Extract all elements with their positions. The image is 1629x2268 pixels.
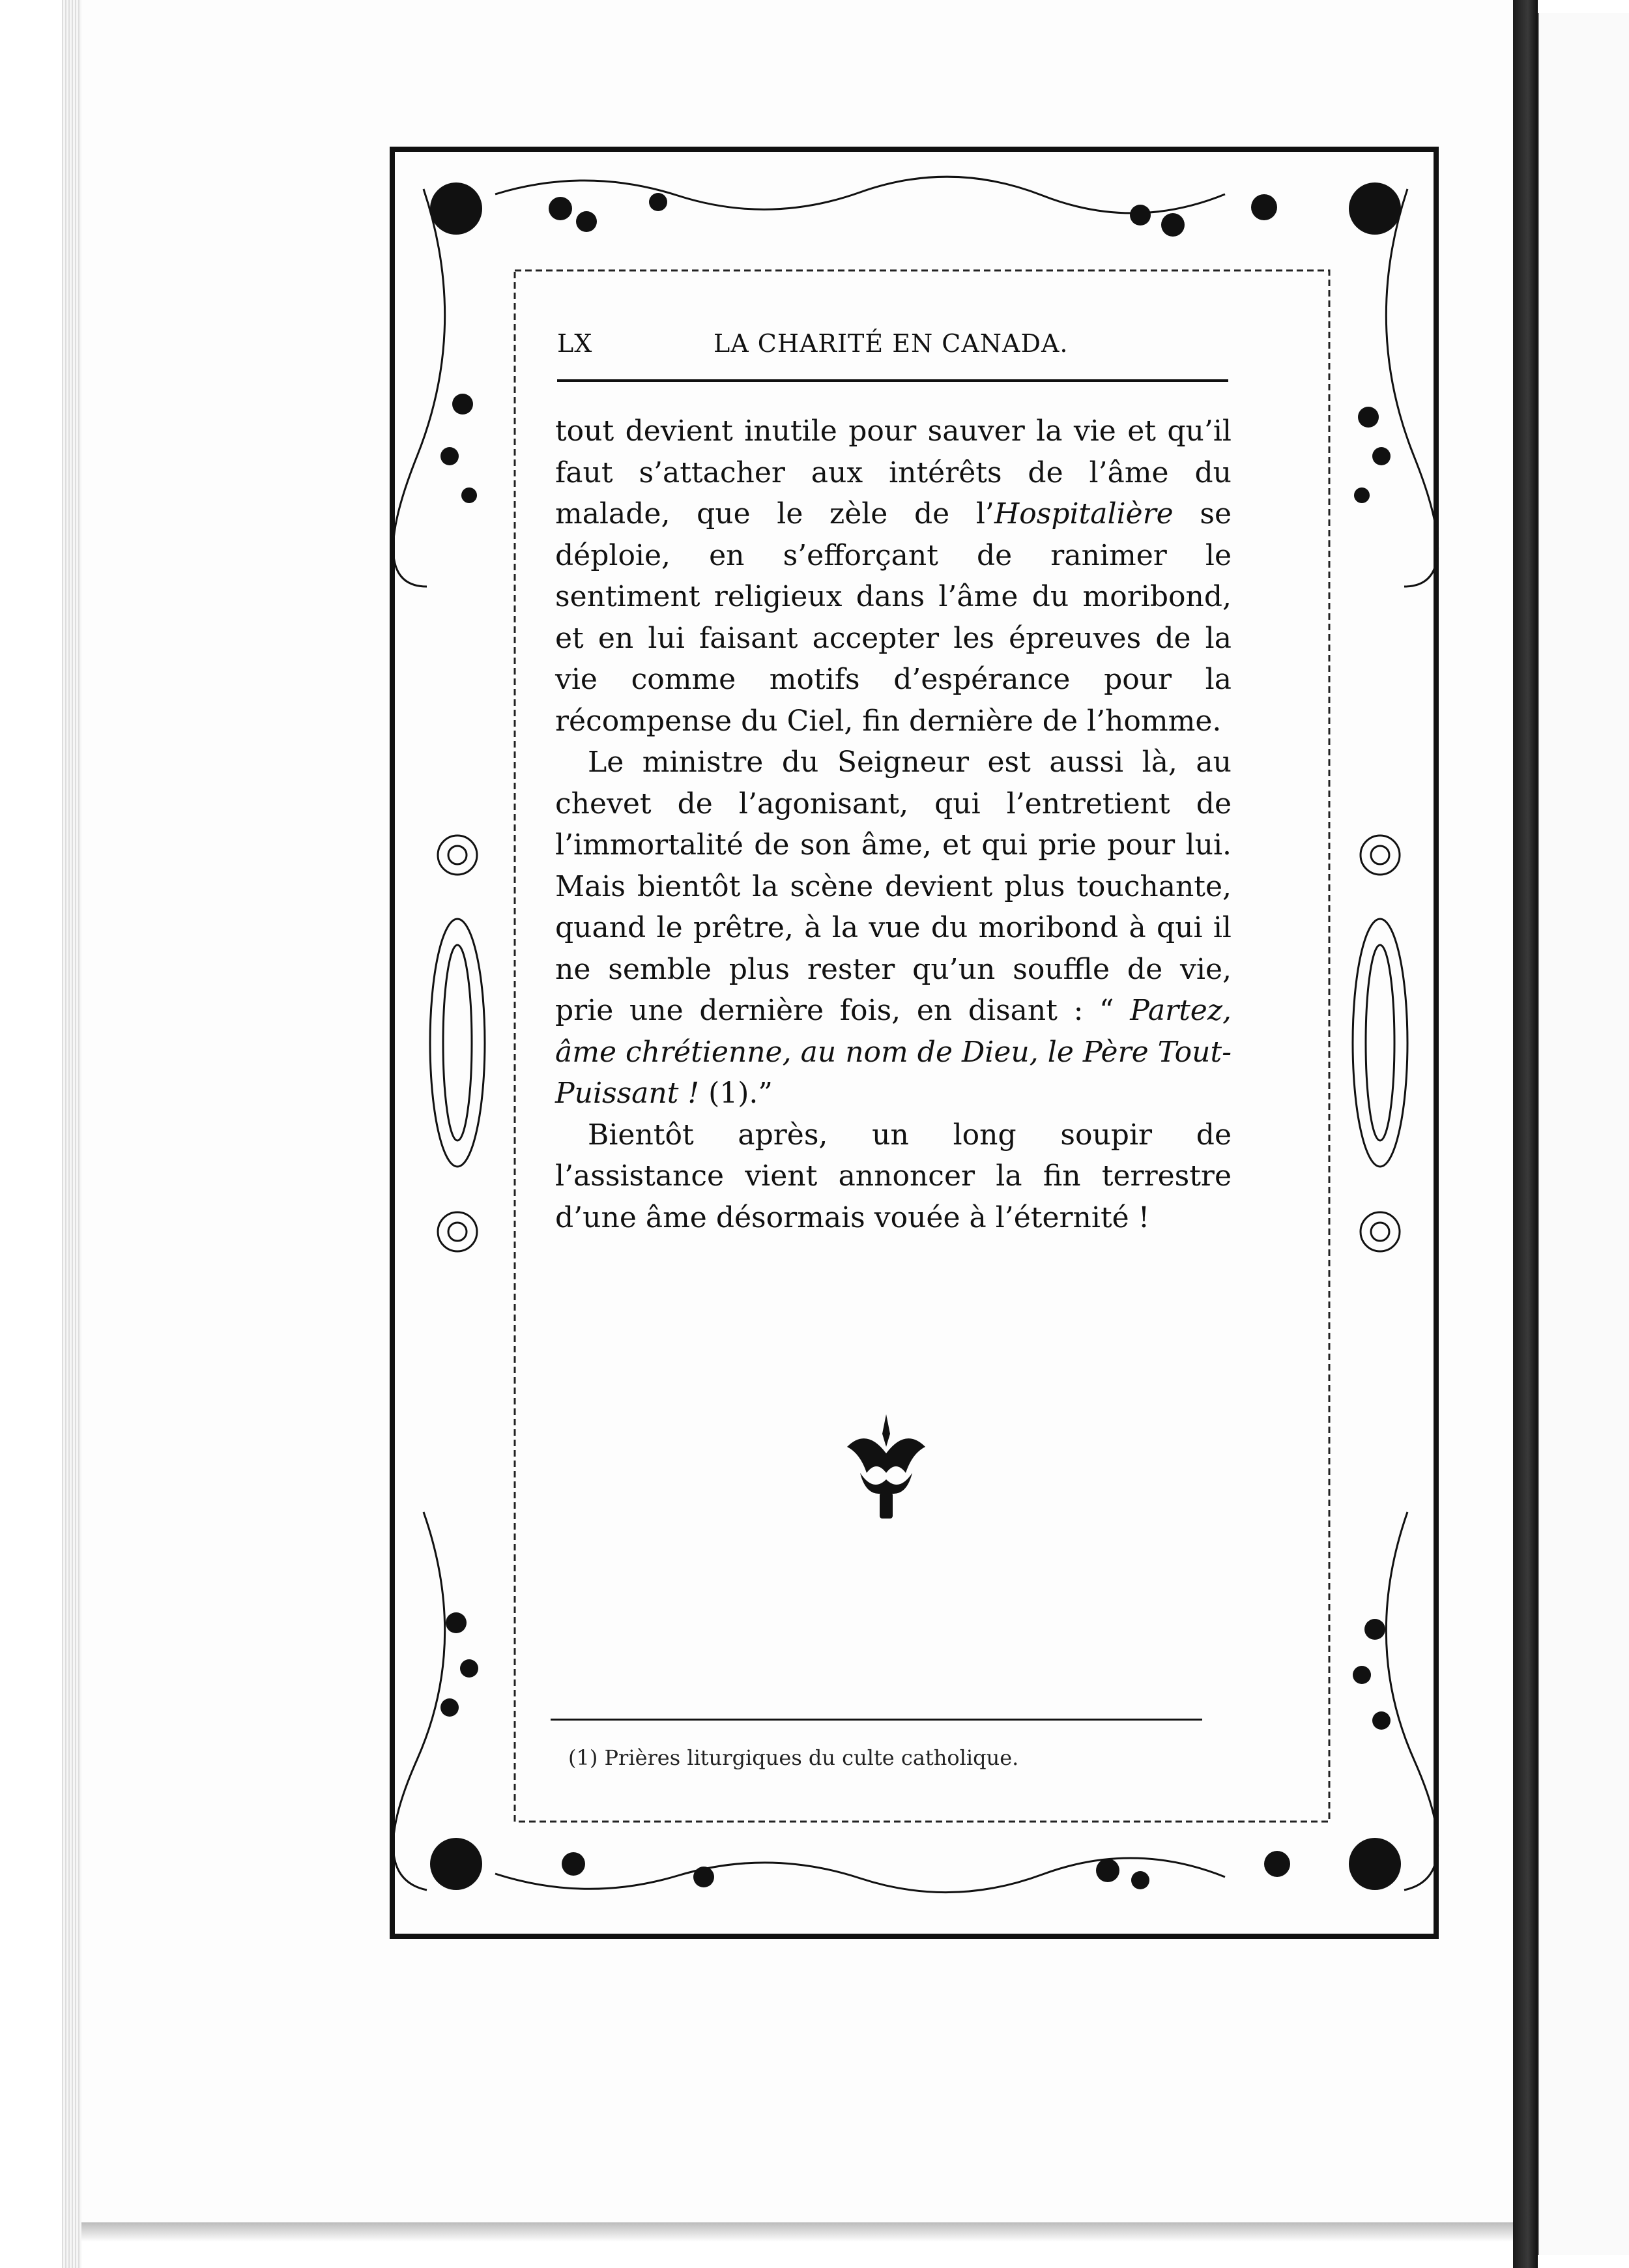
italic-segment: Partez, âme chrétienne, au nom de Dieu, le Père Tout-Puissant ! [555, 994, 1232, 1110]
italic-segment: Hospitalière [994, 497, 1174, 531]
paragraph-1 [555, 411, 1232, 742]
text-segment: (1).” [699, 1077, 773, 1110]
running-title: LA CHARITÉ EN CANADA. [714, 329, 1069, 358]
text-segment: Le ministre du Seigneur est aussi là, au chevet de l’agonisant, qui l’entretient de l’immortalité de son âme, et qui prie pour lui. Mais bientôt la scène devient plus touchante, quand le prêtre, à la vue du moribond à qui il ne semble plus rester qu’un souffle de vie, prie une dernière fois, en disant : “ [555, 746, 1232, 1027]
body-text [555, 411, 1232, 1238]
header-rule [557, 379, 1228, 382]
page-number: LX [557, 329, 593, 358]
footnote-rule [551, 1719, 1202, 1721]
text-segment: Bientôt après, un long soupir de l’assistance vient annoncer la fin terrestre d’une âme désormais vouée à l’éternité ! [555, 1118, 1232, 1234]
footnote: (1) Prières liturgiques du culte catholique. [568, 1745, 1019, 1770]
text-segment: se déploie, en s’efforçant de ranimer le sentiment religieux dans l’âme du moribond, et en lui faisant accepter les épreuves de la vie comme motifs d’espérance pour la récompense du Ciel, fin dernière de l’homme. [555, 497, 1232, 738]
fleuron-icon [834, 1408, 938, 1525]
paragraph-2 [555, 742, 1232, 1114]
running-head [557, 329, 1228, 368]
text-segment: tout devient inutile pour sauver la vie et qu’il faut s’attacher aux intérêts de l’âme du malade, que le zèle de l’ [555, 414, 1232, 531]
paragraph-3 [555, 1114, 1232, 1239]
